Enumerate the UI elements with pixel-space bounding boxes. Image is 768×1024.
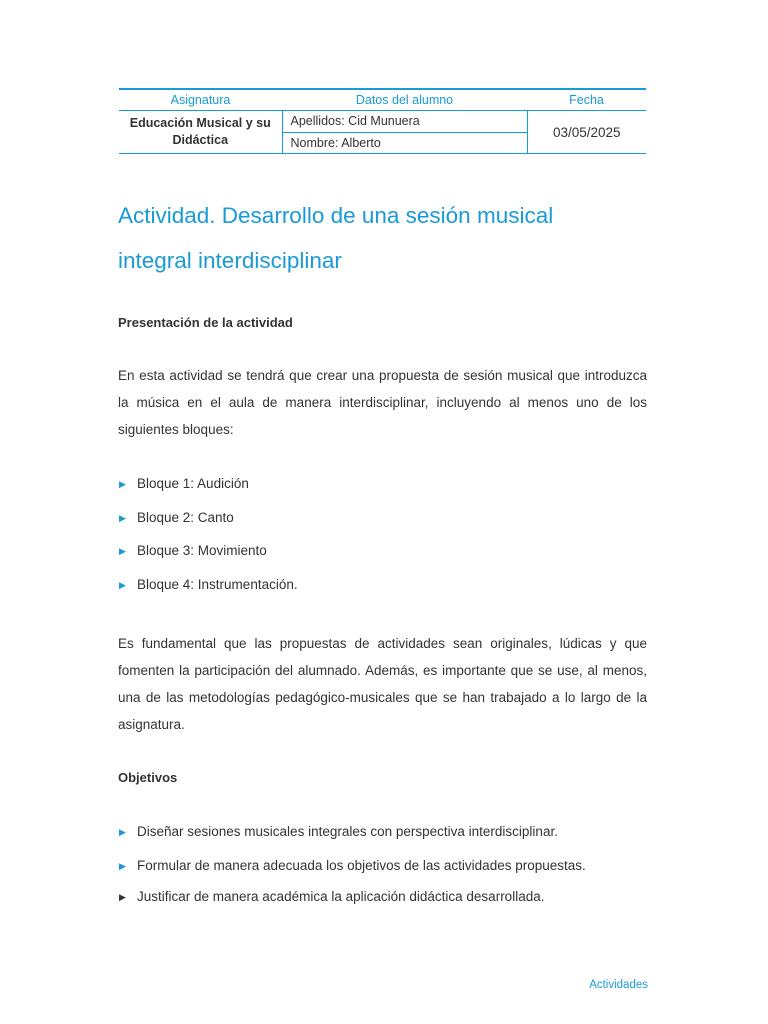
block-label: Bloque 2: Canto [137, 510, 234, 525]
block-item [119, 510, 234, 525]
block-item [119, 476, 249, 491]
triangle-right-icon: ▶ [119, 479, 126, 489]
triangle-right-icon: ▶ [119, 513, 126, 523]
subject-line2: Didáctica [172, 133, 229, 147]
objective-label: Justificar de manera académica la aplicación didáctica desarrollada. [137, 889, 545, 904]
header-col-student: Datos del alumno [282, 89, 527, 111]
block-item [119, 577, 298, 592]
subject-cell [119, 111, 282, 154]
block-label: Bloque 4: Instrumentación. [137, 577, 298, 592]
subject-line1: Educación Musical y su [129, 116, 271, 130]
triangle-right-icon: ▶ [119, 827, 126, 837]
triangle-right-icon: ▶ [119, 580, 126, 590]
student-surname: Apellidos: Cid Munuera [282, 111, 527, 133]
footer-label: Actividades [589, 979, 648, 991]
block-label: Bloque 1: Audición [137, 476, 249, 491]
header-table [119, 88, 646, 154]
objective-label: Diseñar sesiones musicales integrales con perspectiva interdisciplinar. [137, 824, 558, 839]
triangle-right-icon: ▶ [119, 861, 126, 871]
student-name: Nombre: Alberto [282, 132, 527, 154]
title-line2: integral interdisciplinar [118, 248, 342, 273]
objective-label: Formular de manera adecuada los objetivos de las actividades propuestas. [137, 858, 586, 873]
presentation-paragraph-2: Es fundamental que las propuestas de actividades sean originales, lúdicas y que fomenten la participación del alumnado. Además, es importante que se use, al menos, una de las metodologías pedagógico-musicales que se han trabajado a lo largo de la asignatura. [118, 636, 647, 732]
presentation-paragraph: En esta actividad se tendrá que crear una propuesta de sesión musical que introduzca la música en el aula de manera interdisciplinar, incluyendo al menos uno de los siguientes bloques: [118, 368, 647, 437]
objective-item [119, 824, 558, 839]
block-item [119, 543, 267, 558]
objectives-heading: Objetivos [118, 770, 178, 785]
triangle-right-icon: ▶ [119, 546, 126, 556]
header-col-date: Fecha [527, 89, 646, 111]
date-cell: 03/05/2025 [527, 111, 646, 154]
header-col-subject: Asignatura [119, 89, 282, 111]
objective-item [119, 858, 586, 873]
page-title [118, 193, 658, 283]
block-label: Bloque 3: Movimiento [137, 543, 267, 558]
objective-item [119, 889, 544, 904]
title-line1: Actividad. Desarrollo de una sesión musical [118, 203, 554, 228]
triangle-right-icon: ▶ [119, 892, 126, 902]
presentation-heading: Presentación de la actividad [118, 315, 293, 330]
